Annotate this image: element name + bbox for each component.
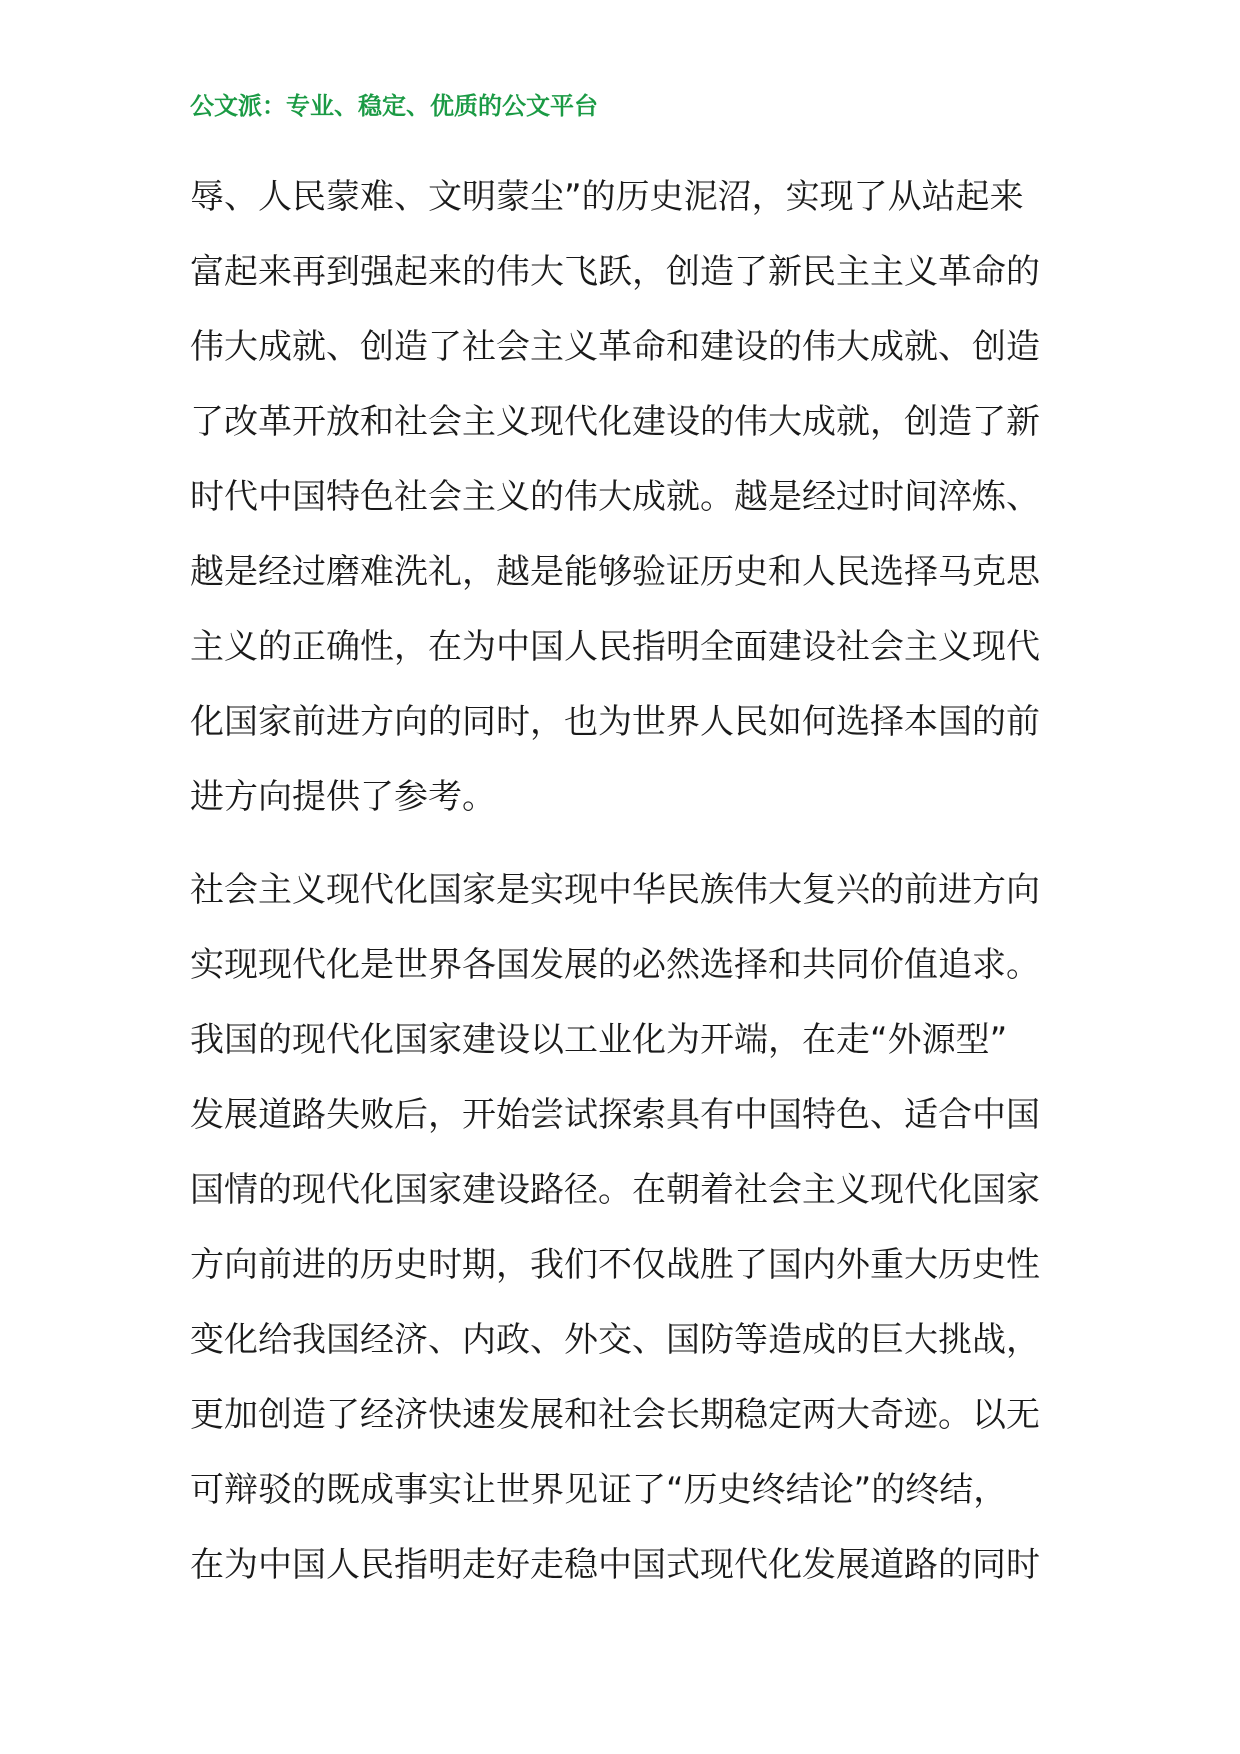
paragraph-2 — [190, 853, 1070, 1603]
text-line: 越是经过磨难洗礼，越是能够验证历史和人民选择马克思 — [190, 552, 1040, 592]
text-line: 方向前进的历史时期，我们不仅战胜了国内外重大历史性 — [190, 1245, 1040, 1285]
text-line: 社会主义现代化国家是实现中华民族伟大复兴的前进方向 — [190, 870, 1040, 910]
text-line: 富起来再到强起来的伟大飞跃，创造了新民主主义革命的 — [190, 252, 1040, 292]
header-banner: 公文派：专业、稳定、优质的公文平台 — [190, 91, 598, 120]
text-line: 伟大成就、创造了社会主义革命和建设的伟大成就、创造 — [190, 327, 1040, 367]
text-line: 进方向提供了参考。 — [190, 777, 496, 817]
text-line: 实现现代化是世界各国发展的必然选择和共同价值追求。 — [190, 945, 1040, 985]
text-line: 在为中国人民指明走好走稳中国式现代化发展道路的同时 — [190, 1545, 1040, 1585]
text-line: 我国的现代化国家建设以工业化为开端，在走“外源型” — [190, 1020, 1008, 1060]
text-line: 辱、人民蒙难、文明蒙尘”的历史泥沼，实现了从站起来 — [190, 177, 1024, 217]
text-line: 国情的现代化国家建设路径。在朝着社会主义现代化国家 — [190, 1170, 1040, 1210]
paragraph-1 — [190, 160, 1070, 835]
text-line: 了改革开放和社会主义现代化建设的伟大成就，创造了新 — [190, 402, 1040, 442]
text-line: 时代中国特色社会主义的伟大成就。越是经过时间淬炼、 — [190, 477, 1040, 517]
text-line: 主义的正确性，在为中国人民指明全面建设社会主义现代 — [190, 627, 1040, 667]
text-line: 发展道路失败后，开始尝试探索具有中国特色、适合中国 — [190, 1095, 1040, 1135]
text-line: 更加创造了经济快速发展和社会长期稳定两大奇迹。以无 — [190, 1395, 1040, 1435]
text-line: 化国家前进方向的同时，也为世界人民如何选择本国的前 — [190, 702, 1040, 742]
text-line: 变化给我国经济、内政、外交、国防等造成的巨大挑战， — [190, 1320, 1040, 1360]
text-line: 可辩驳的既成事实让世界见证了“历史终结论”的终结， — [190, 1470, 1008, 1510]
